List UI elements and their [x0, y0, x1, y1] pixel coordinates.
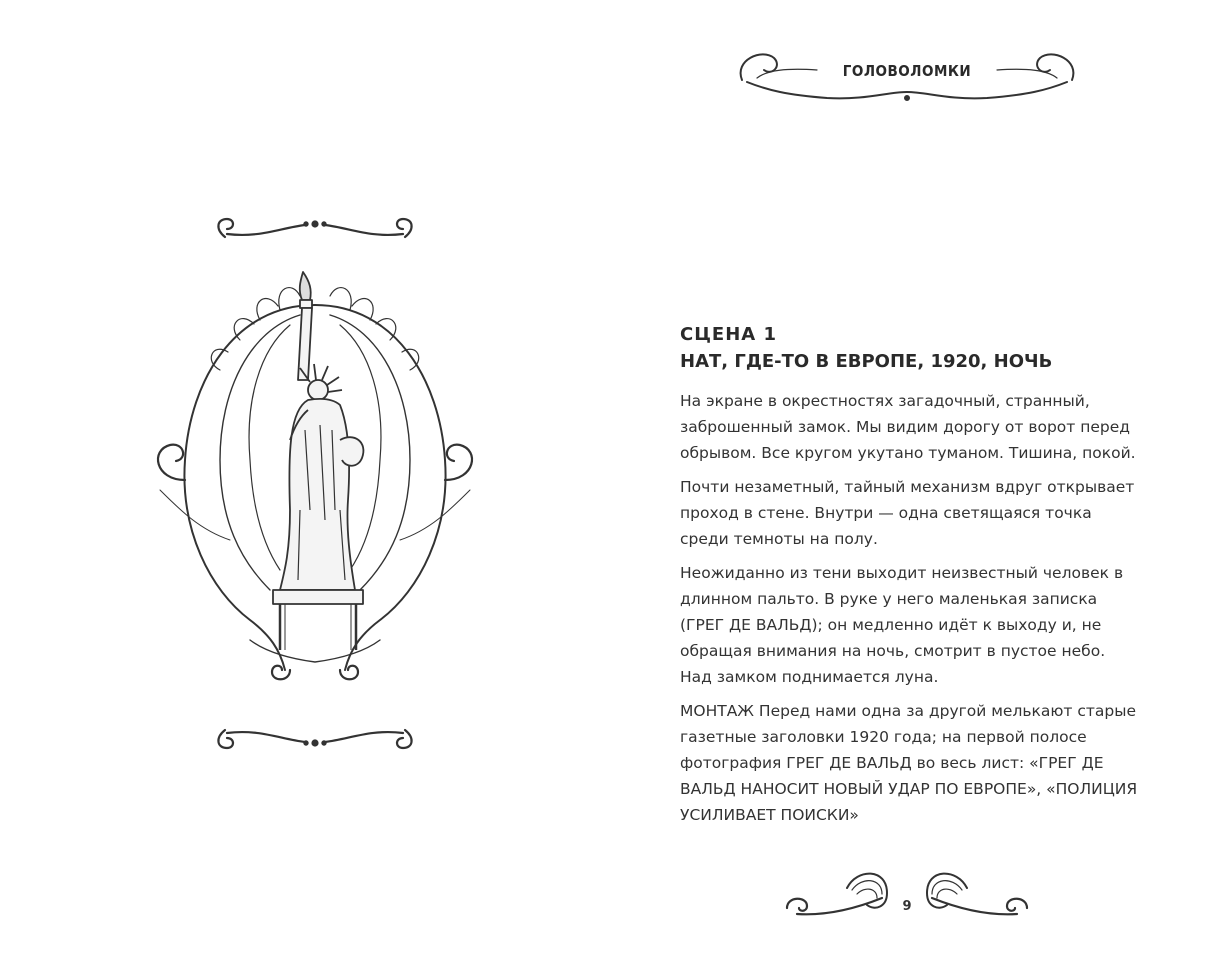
running-header: ГОЛОВОЛОМКИ [842, 62, 972, 80]
right-page [607, 0, 1214, 962]
paragraph: Почти незаметный, тайный механизм вдруг открывает проход в стене. Внутри — одна светящаяся точка среди темноты на полу. [680, 478, 1135, 548]
running-header-ornament [727, 40, 1087, 110]
top-scroll-ornament [218, 219, 411, 237]
scene-label: СЦЕНА 1 [680, 324, 777, 345]
paragraph: На экране в окрестностях загадочный, странный, заброшенный замок. Мы видим дорогу от ворот перед обрывом. Все кругом укутано туманом. Тишина, покой. [680, 392, 1136, 462]
footer-ornament [777, 858, 1037, 928]
scene-heading: НАТ, ГДЕ-ТО В ЕВРОПЕ, 1920, НОЧЬ [680, 351, 1053, 372]
statue-of-liberty-illustration [140, 210, 490, 760]
page-number: 9 [902, 899, 912, 914]
bottom-scroll-ornament [218, 730, 411, 748]
paragraph: МОНТАЖ Перед нами одна за другой мелькают старые газетные заголовки 1920 года; на первой полосе фотография ГРЕГ ДЕ ВАЛЬД во весь лист: «ГРЕГ ДЕ ВАЛЬД НАНОСИТ НОВЫЙ УДАР ПО ЕВРОПЕ», «ПОЛИЦИЯ УСИЛИВАЕТ ПОИСКИ» [680, 702, 1138, 824]
scene-block [680, 322, 1140, 836]
footer-flourish-icon [777, 858, 1037, 928]
paragraph: Неожиданно из тени выходит неизвестный человек в длинном пальто. В руке у него маленькая записка (ГРЕГ ДЕ ВАЛЬД); он медленно идёт к выходу и, не обращая внимания на ночь, смотрит в пустое небо. Над замком поднимается луна. [680, 564, 1124, 686]
